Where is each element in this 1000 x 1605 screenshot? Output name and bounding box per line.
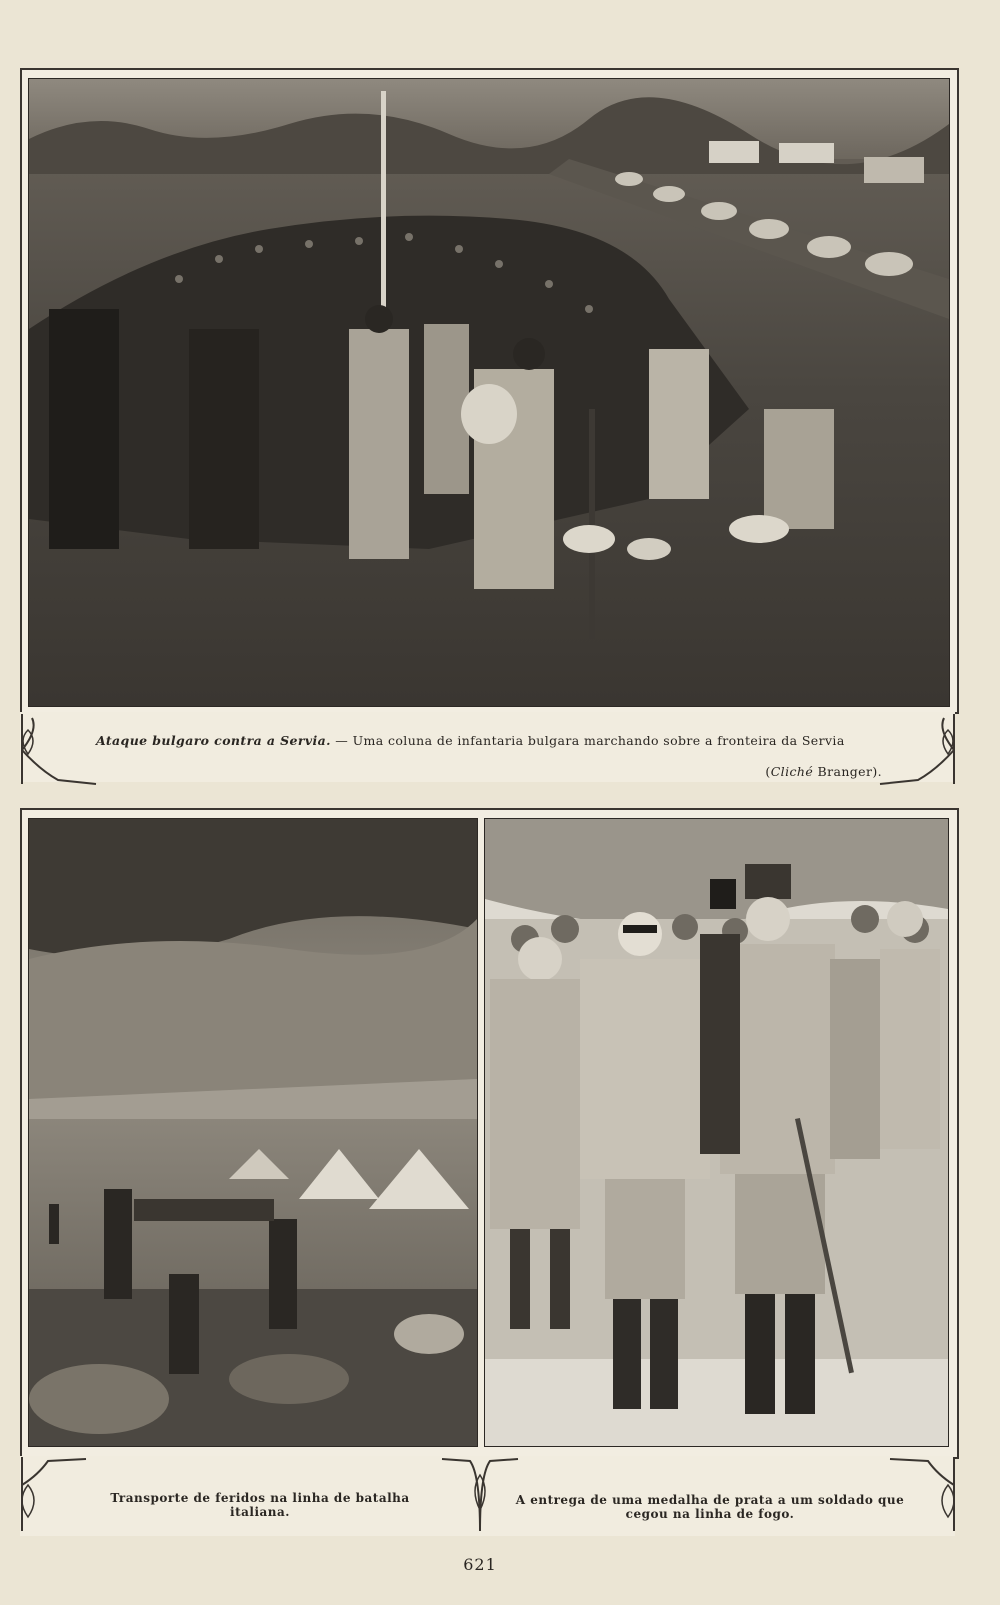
wounded-transport-illustration [29,819,477,1446]
wounded-caption-line2: italiana. [230,1505,290,1519]
medal-ceremony-photo [484,818,949,1447]
corner-ornament-right-icon [878,710,958,788]
medal-ceremony-caption [500,1493,920,1521]
corner-ornament-left-icon [18,710,98,788]
page-number: 621 [463,1555,497,1574]
bulgarian-infantry-illustration [29,79,949,706]
wounded-transport-caption [90,1491,430,1519]
medal-ceremony-illustration [485,819,948,1446]
bottom-ornament-left-icon [18,1455,88,1535]
credit-cliche: Cliché [770,764,814,779]
bulgarian-infantry-photo [28,78,950,707]
credit-name: Branger). [817,764,882,779]
medal-caption-line1: A entrega de uma medalha de prata a um soldado que [515,1493,905,1507]
caption-dash: — [335,733,349,748]
medal-caption-line2: cegou na linha de fogo. [625,1507,795,1521]
caption-title: Ataque bulgaro contra a Servia. [96,733,331,748]
top-photo-caption [96,733,886,748]
caption-text: Uma coluna de infantaria bulgara marchando sobre a fronteira da Servia [352,733,845,748]
wounded-caption-line1: Transporte de feridos na linha de batalha [110,1491,410,1505]
photo-credit [765,764,882,779]
credit-open: ( [765,764,771,779]
wounded-transport-photo [28,818,478,1447]
